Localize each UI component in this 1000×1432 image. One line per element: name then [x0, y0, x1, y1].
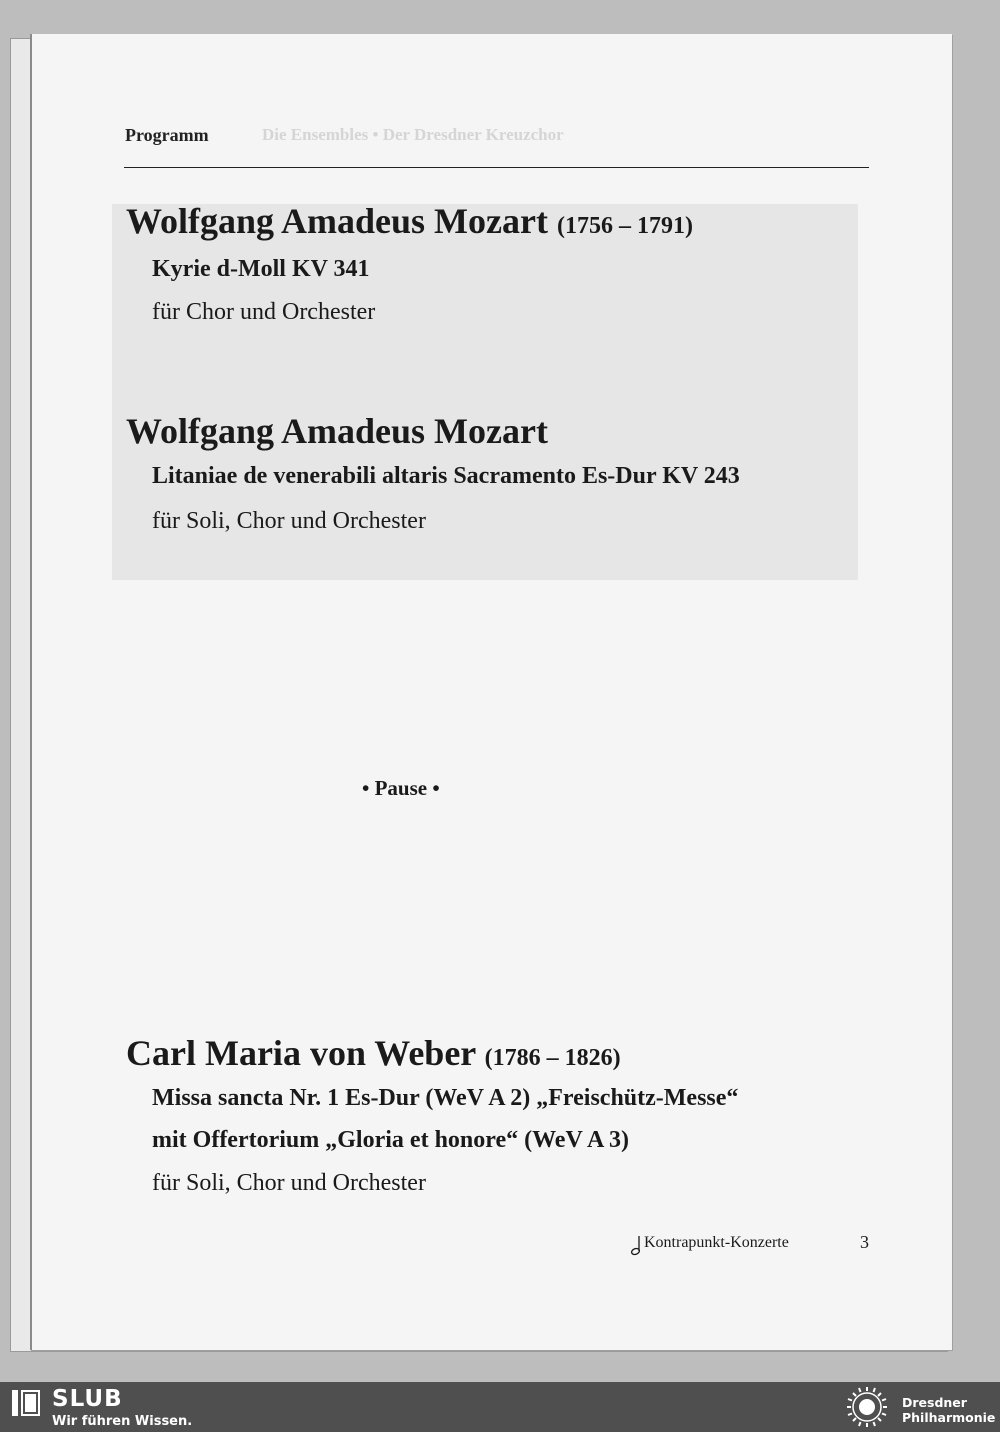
philharmonie-logo-icon[interactable]	[842, 1385, 892, 1429]
philharmonie-name[interactable]: Dresdner Philharmonie	[902, 1395, 996, 1425]
composer-name	[126, 410, 548, 452]
composer-name-text: Wolfgang Amadeus Mozart	[126, 201, 548, 241]
work-scoring: für Soli, Chor und Orchester	[152, 1170, 426, 1196]
footer-series: Kontrapunkt-Konzerte	[644, 1234, 789, 1251]
composer-years: (1786 – 1826)	[484, 1045, 621, 1071]
running-head: Programm	[125, 125, 209, 145]
slub-tagline: Wir führen Wissen.	[52, 1414, 193, 1429]
page-number: 3	[860, 1232, 869, 1252]
music-note-icon	[628, 1234, 644, 1256]
work-title: Litaniae de venerabili altaris Sacramento Es-Dur KV 243	[152, 463, 740, 489]
work-title-line2: mit Offertorium „Gloria et honore“ (WeV A 3)	[152, 1127, 630, 1153]
work-scoring: für Chor und Orchester	[152, 299, 376, 325]
composer-years: (1756 – 1791)	[556, 213, 693, 239]
composer-name	[126, 1032, 621, 1074]
header-rule	[124, 167, 869, 168]
intermission-label: • Pause •	[362, 776, 440, 800]
composer-name-text: Carl Maria von Weber	[126, 1033, 476, 1073]
work-title: Kyrie d-Moll KV 341	[152, 256, 370, 282]
slub-logo-icon[interactable]	[10, 1387, 42, 1419]
slub-name[interactable]: SLUB	[52, 1386, 123, 1412]
program-page	[30, 34, 952, 1350]
bleedthrough-header: Die Ensembles • Der Dresdner Kreuzchor	[262, 125, 564, 144]
work-title: Missa sancta Nr. 1 Es-Dur (WeV A 2) „Freischütz-Messe“	[152, 1085, 739, 1111]
work-scoring: für Soli, Chor und Orchester	[152, 508, 426, 534]
composer-name	[126, 200, 693, 242]
composer-name-text: Wolfgang Amadeus Mozart	[126, 411, 548, 451]
